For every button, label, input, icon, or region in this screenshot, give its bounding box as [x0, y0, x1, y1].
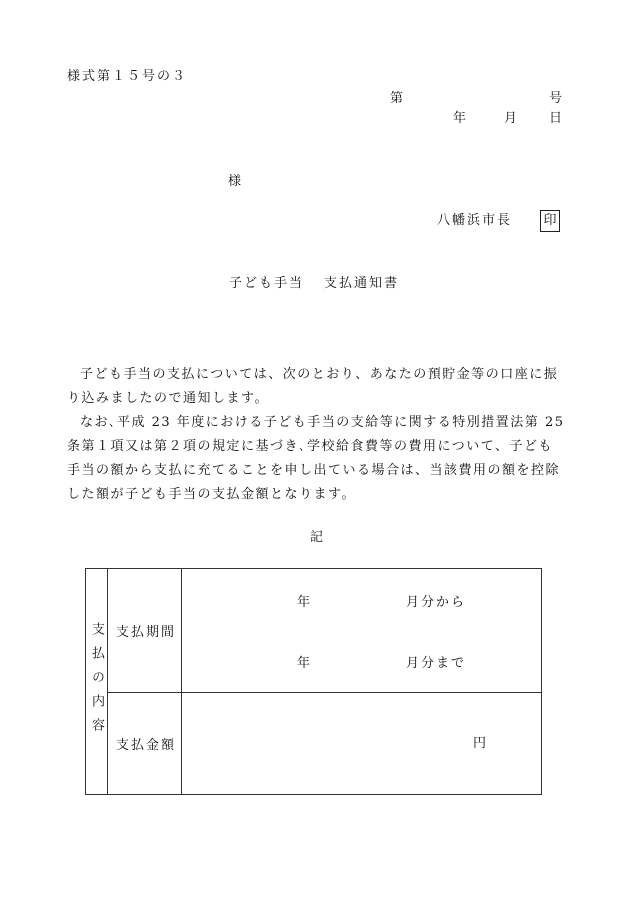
date-year: 年 [453, 111, 467, 126]
body-paragraph-2: なお､平成 23 年度における子ども手当の支給等に関する特別措置法第 25 条第１項又は第２項の規定に基づき､学校給食費等の費用について、子ども手当の額から支払に充てることを申し出ている場合は、当該費用の額を控除した額が子ども手当の支払金額となります。 [67, 415, 565, 502]
payment-amount-label: 支払金額 [108, 693, 182, 795]
period-from-month: 月分から [406, 595, 467, 610]
notice-body [67, 363, 565, 507]
ki-heading: 記 [310, 530, 324, 545]
form-number: 様式第１５号の３ [67, 69, 188, 84]
doc-number-suffix: 号 [549, 91, 563, 106]
addressee-sama: 様 [228, 174, 242, 189]
payment-period-value [182, 569, 542, 693]
title-part2: 支払通知書 [324, 276, 400, 291]
title-part1: 子ども手当 [229, 276, 305, 291]
period-to-year: 年 [297, 656, 311, 671]
issuer-name: 八幡浜市長 [437, 213, 513, 228]
amount-yen-unit: 円 [473, 736, 487, 751]
seal-mark: 印 [540, 210, 560, 232]
body-paragraph-1: 子ども手当の支払については、次のとおり、あなたの預貯金等の口座に振り込みましたので通知します。 [67, 367, 559, 406]
period-from-year: 年 [297, 595, 311, 610]
payment-contents-label: 支払の内容 [89, 621, 104, 742]
payment-period-label: 支払期間 [108, 569, 182, 693]
period-to-month: 月分まで [406, 656, 467, 671]
doc-number-prefix: 第 [390, 91, 404, 106]
payment-amount-value [182, 693, 542, 795]
date-day: 日 [549, 111, 563, 126]
payment-details-table [85, 568, 542, 795]
date-month: 月 [504, 111, 518, 126]
payment-contents-label-cell [86, 569, 108, 795]
